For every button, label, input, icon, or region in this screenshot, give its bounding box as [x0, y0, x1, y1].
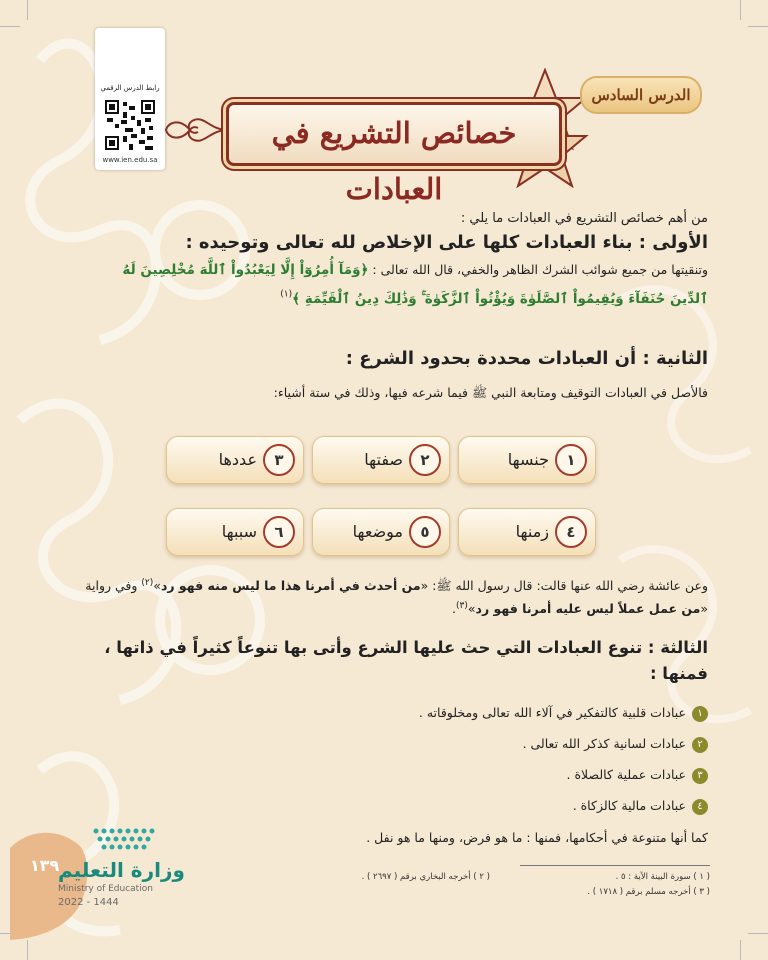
category-number: ٤ — [555, 516, 587, 548]
quran-verse-line2-row — [280, 288, 708, 307]
page-number: ١٣٩ — [30, 856, 60, 875]
page-title: خصائص التشريع في العبادات — [271, 116, 517, 206]
list-item — [523, 736, 708, 753]
category-number: ١ — [555, 444, 587, 476]
list-bullet: ٢ — [692, 737, 708, 753]
category-label: صفتها — [364, 450, 403, 469]
qr-code-icon[interactable] — [105, 100, 155, 150]
intro-text: من أهم خصائص التشريع في العبادات ما يلي : — [460, 211, 708, 226]
category-number: ٣ — [263, 444, 295, 476]
hadith-line2 — [452, 601, 708, 616]
edition-year: 2022 - 1444 — [58, 897, 119, 908]
category-label: سببها — [221, 522, 257, 541]
footnote-ref-1[interactable]: (١) — [280, 289, 293, 300]
crop-mark — [740, 940, 741, 960]
crop-mark — [748, 26, 768, 27]
hadith-riwaya: وفي رواية — [85, 578, 142, 594]
list-item-text: عبادات عملية كالصلاة . — [566, 767, 686, 782]
list-item-text: عبادات مالية كالزكاة . — [572, 798, 686, 813]
crop-mark — [748, 933, 768, 934]
list-bullet: ١ — [692, 706, 708, 722]
footnote-1: ( ١ ) سورة البينة الآية : ٥ . — [615, 872, 710, 882]
list-item — [419, 705, 708, 722]
category-box — [458, 436, 596, 484]
footnote-ref-2[interactable]: (٢) — [141, 578, 154, 588]
footnote-ref-3[interactable]: (٣) — [456, 601, 468, 611]
ministry-logo-icon — [90, 825, 160, 857]
hadith-text-1: من أحدث في أمرنا هذا ما ليس منه فهو رد — [160, 578, 421, 594]
scroll-ornament-icon — [160, 110, 230, 150]
category-box — [312, 436, 450, 484]
hadith-quote-close: » — [153, 578, 161, 594]
list-item — [573, 798, 708, 815]
lesson-badge: الدرس السادس — [580, 76, 702, 114]
category-number: ٦ — [263, 516, 295, 548]
list-item-text: عبادات قلبية كالتفكير في آلاء الله تعالى ومخلوقاته . — [418, 705, 686, 720]
ministry-name-ar: وزارة التعليم — [58, 858, 185, 882]
qr-label: رابط الدرس الرقمي — [100, 84, 160, 92]
title-frame — [226, 102, 562, 206]
hadith-text-2: من عمل عملاً ليس عليه أمرنا فهو رد — [475, 601, 701, 617]
hadith-period: . — [452, 601, 456, 617]
category-number: ٢ — [409, 444, 441, 476]
category-box — [312, 508, 450, 556]
section1-text-line — [122, 262, 708, 278]
quran-verse-line1: ﴿وَمَآ أُمِرُوٓاْ إِلَّا لِيَعْبُدُواْ ٱللَّهَ مُخْلِصِينَ لَهُ — [122, 262, 369, 278]
footnote-3: ( ٣ ) أخرجه مسلم برقم ( ١٧١٨ ) . — [587, 887, 710, 897]
footnote-divider — [520, 865, 710, 866]
category-label: عددها — [218, 450, 257, 469]
hadith-intro: وعن عائشة رضي الله عنها قالت: قال رسول الله ﷺ: « — [420, 578, 708, 594]
list-item-text: عبادات لسانية كذكر الله تعالى . — [522, 736, 686, 751]
footnote-2: ( ٢ ) أخرجه البخاري برقم ( ٢٦٩٧ ) . — [361, 872, 490, 882]
category-number: ٥ — [409, 516, 441, 548]
category-box — [166, 508, 304, 556]
category-label: موضعها — [352, 522, 403, 541]
list-bullet: ٣ — [692, 768, 708, 784]
list-item — [567, 767, 708, 784]
section1-heading: الأولى : بناء العبادات كلها على الإخلاص لله تعالى وتوحيده : — [185, 232, 708, 253]
category-box — [166, 436, 304, 484]
section2-heading: الثانية : أن العبادات محددة بحدود الشرع : — [345, 348, 708, 369]
section2-text: فالأصل في العبادات التوقيف ومتابعة النبي ﷺ فيما شرعه فيها، وذلك في ستة أشياء: — [273, 385, 708, 400]
qr-url[interactable]: www.ien.edu.sa — [102, 156, 158, 164]
hadith-quote-close: » — [467, 601, 476, 617]
background-ornament-right — [600, 260, 768, 760]
quran-verse-line2: ٱلدِّينَ حُنَفَآءَ وَيُقِيمُواْ ٱلصَّلَوٰةَ وَيُؤْتُواْ ٱلزَّكَوٰةَ ۚ وَذَٰلِكَ دِينُ ٱلْقَيِّمَةِ ﴾ — [292, 291, 708, 307]
section3-heading-line1: الثالثة : تنوع العبادات التي حث عليها الشرع وأتى بها تنوعاً كثيراً في ذاتها ، — [104, 638, 708, 657]
crop-mark — [740, 0, 741, 20]
ministry-name-en: Ministry of Education — [58, 884, 153, 894]
category-box — [458, 508, 596, 556]
hadith-line1 — [85, 578, 708, 597]
section1-text: وتنقيتها من جميع شوائب الشرك الظاهر والخفي، قال الله تعالى : — [372, 262, 708, 277]
closing-text: كما أنها متنوعة في أحكامها، فمنها : ما هو فرض، ومنها ما هو نفل . — [366, 830, 708, 845]
category-label: جنسها — [507, 450, 549, 469]
section3-heading-line2: فمنها : — [649, 664, 708, 683]
hadith-quote-open: « — [700, 601, 708, 617]
list-bullet: ٤ — [692, 799, 708, 815]
qr-card[interactable] — [95, 28, 165, 170]
category-label: زمنها — [515, 522, 549, 541]
